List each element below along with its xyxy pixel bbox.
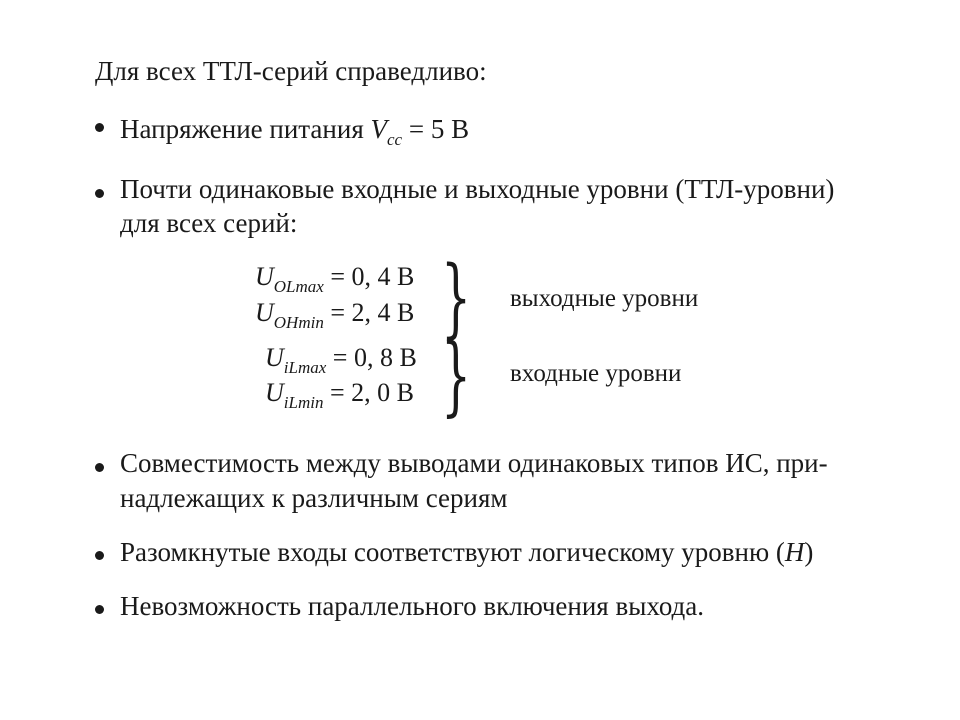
math-subscript: iLmax: [283, 358, 327, 377]
bullet-text: Разомкнутые входы соответствуют логическому уровню (: [120, 537, 785, 567]
bullet-levels-line2: для всех серий:: [120, 208, 298, 238]
bullet-supply-voltage: [120, 112, 469, 150]
math-subscript: OHmin: [273, 313, 324, 332]
equation-uil-min: [265, 377, 414, 412]
math-var: H: [784, 537, 805, 567]
math-value: = 2, 0 В: [323, 378, 414, 407]
brace-input: }: [441, 326, 472, 426]
bullet-levels-line1: Почти одинаковые входные и выходные уровни (ТТЛ-уровни): [120, 174, 835, 204]
label-input-levels: входные уровни: [510, 360, 682, 387]
math-var: U: [255, 262, 274, 291]
math-value: = 0, 4 В: [323, 262, 415, 291]
math-var: U: [265, 343, 284, 372]
math-value: = 5 В: [402, 114, 470, 144]
brace-output: }: [441, 248, 472, 348]
equation-uil-max: [265, 342, 417, 377]
math-var: V: [370, 114, 387, 144]
bullet-text-close: ): [804, 537, 814, 567]
bullet-no-parallel: Невозможность параллельного включения выхода.: [120, 591, 705, 621]
math-subscript: OLmax: [273, 277, 324, 296]
math-var: U: [265, 378, 284, 407]
math-var: U: [255, 298, 274, 327]
bullet-dot: [95, 123, 104, 132]
intro-text: Для всех ТТЛ-серий справедливо:: [95, 56, 487, 86]
bullet-dot: [95, 605, 104, 614]
math-subscript: iLmin: [283, 393, 324, 412]
bullet-dot: [95, 551, 104, 560]
bullet-compat-line1: Совместимость между выводами одинаковых типов ИС, при-: [120, 448, 828, 478]
math-value: = 0, 8 В: [326, 343, 417, 372]
bullet-open-inputs: [120, 535, 813, 569]
bullet-compat-line2: надлежащих к различным сериям: [120, 483, 508, 513]
bullet-text: Напряжение питания: [120, 114, 371, 144]
equation-uol-max: [255, 261, 414, 296]
math-value: = 2, 4 В: [323, 298, 415, 327]
bullet-dot: [95, 189, 104, 198]
math-subscript: cc: [387, 130, 403, 149]
equation-uoh-min: [255, 297, 414, 332]
label-output-levels: выходные уровни: [510, 285, 699, 312]
bullet-dot: [95, 463, 104, 472]
